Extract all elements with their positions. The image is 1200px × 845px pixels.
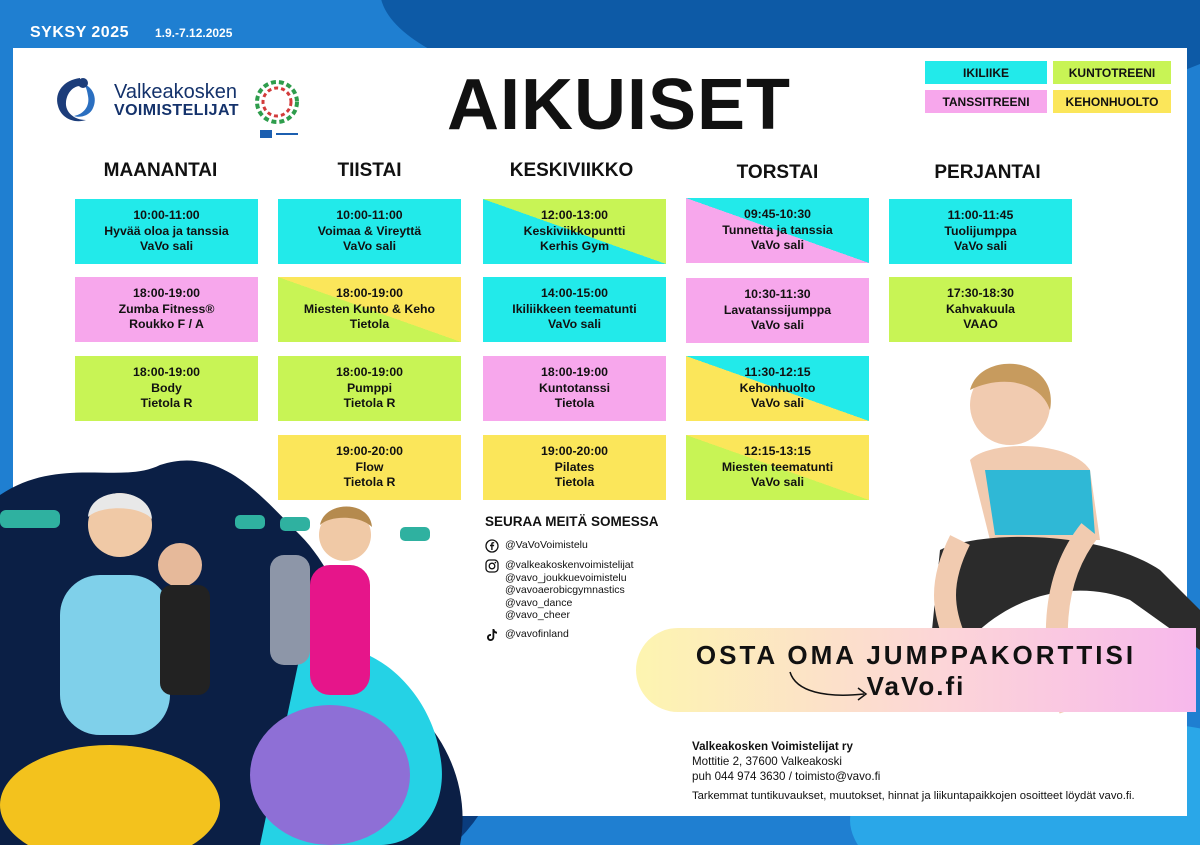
class-place: Tietola [349, 317, 390, 332]
class-place: VaVo sali [750, 318, 805, 333]
class-place: Tietola R [140, 396, 193, 411]
season-dates: 1.9.-7.12.2025 [155, 26, 233, 40]
class-name: Keskiviikkopuntti [523, 223, 626, 238]
class-name: Voimaa & Vireyttä [317, 223, 422, 238]
certification-seal-icon [252, 78, 302, 142]
class-name: Ikiliikkeen teematunti [512, 301, 637, 316]
class-card [278, 356, 461, 421]
class-name: Hyvää oloa ja tanssia [104, 223, 229, 238]
class-card [483, 356, 666, 421]
class-place: VaVo sali [547, 317, 602, 332]
instagram-handle[interactable]: @valkeakoskenvoimistelijat [505, 559, 634, 571]
class-name: Body [151, 380, 182, 395]
class-name: Miesten Kunto & Keho [303, 301, 436, 316]
contact-info [692, 739, 880, 784]
class-time: 19:00-20:00 [336, 444, 403, 459]
contact-address: Mottitie 2, 37600 Valkeakoski [692, 755, 842, 768]
social-facebook[interactable] [485, 539, 659, 553]
class-card [889, 277, 1072, 342]
legend-tanssitreeni: TANSSITREENI [925, 90, 1047, 113]
season-label: SYKSY 2025 [30, 24, 129, 41]
contact-org: Valkeakosken Voimistelijat ry [692, 740, 853, 753]
legend-ikiliike: IKILIIKE [925, 61, 1047, 84]
instagram-icon [485, 559, 499, 573]
class-place: Tietola R [343, 396, 396, 411]
class-card [889, 199, 1072, 264]
class-time: 10:00-11:00 [133, 208, 200, 223]
social-tiktok[interactable] [485, 628, 659, 642]
class-card [686, 198, 869, 263]
class-time: 18:00-19:00 [336, 286, 403, 301]
club-logo-mark-icon [50, 74, 104, 128]
class-time: 18:00-19:00 [336, 365, 403, 380]
class-time: 09:45-10:30 [744, 207, 811, 222]
facebook-handle[interactable]: @VaVoVoimistelu [505, 539, 588, 551]
class-time: 10:30-11:30 [744, 287, 811, 302]
class-name: Kahvakuula [945, 301, 1016, 316]
class-card [75, 277, 258, 342]
instagram-handle[interactable]: @vavoaerobicgymnastics [505, 584, 625, 597]
class-time: 18:00-19:00 [133, 365, 200, 380]
social-section [485, 514, 659, 648]
class-card [278, 277, 461, 342]
cta-headline: OSTA OMA JUMPPAKORTTISI [695, 640, 1137, 670]
class-card [483, 435, 666, 500]
class-time: 11:30-12:15 [744, 365, 811, 380]
class-place: VaVo sali [953, 239, 1008, 254]
class-place: VAAO [963, 317, 998, 332]
class-name: Lavatanssijumppa [723, 302, 832, 317]
class-name: Flow [355, 459, 384, 474]
class-name: Tunnetta ja tanssia [722, 222, 833, 237]
day-header-monday: MAANANTAI [103, 160, 218, 181]
exercise-photo-group [0, 455, 470, 845]
class-name: Pilates [554, 459, 595, 474]
contact-phone: puh 044 974 3630 / toimisto@vavo.fi [692, 770, 881, 783]
class-time: 18:00-19:00 [133, 286, 200, 301]
class-place: Tietola [554, 396, 595, 411]
instagram-handle[interactable]: @vavo_joukkuevoimistelu [505, 571, 627, 584]
class-card [278, 199, 461, 264]
class-card [686, 278, 869, 343]
tiktok-handle[interactable]: @vavofinland [505, 627, 569, 640]
class-place: VaVo sali [342, 239, 397, 254]
class-time: 17:30-18:30 [947, 286, 1014, 301]
class-card [686, 435, 869, 500]
class-time: 19:00-20:00 [541, 444, 608, 459]
tiktok-icon [485, 628, 499, 642]
legend-kehonhuolto: KEHONHUOLTO [1053, 90, 1171, 113]
class-place: Tietola [554, 475, 595, 490]
class-place: VaVo sali [750, 396, 805, 411]
class-place: VaVo sali [750, 238, 805, 253]
class-card [75, 199, 258, 264]
day-header-wednesday: KESKIVIIKKO [509, 160, 634, 181]
logo-line2: VOIMISTELIJAT [114, 102, 239, 120]
club-logo [50, 74, 239, 128]
day-header-thursday: TORSTAI [736, 162, 819, 183]
class-card [483, 199, 666, 264]
class-name: Kehonhuolto [739, 380, 816, 395]
cta-banner[interactable] [636, 628, 1196, 712]
class-time: 12:15-13:15 [744, 444, 811, 459]
class-place: VaVo sali [139, 239, 194, 254]
class-place: Roukko F / A [129, 317, 204, 332]
class-time: 12:00-13:00 [541, 208, 608, 223]
class-card [483, 277, 666, 342]
class-place: Kerhis Gym [539, 239, 610, 254]
legend-kuntotreeni: KUNTOTREENI [1053, 61, 1171, 84]
class-name: Pumppi [346, 380, 393, 395]
instagram-handle[interactable]: @vavo_dance [505, 596, 573, 609]
footer-note: Tarkemmat tuntikuvaukset, muutokset, hinnat ja liikuntapaikkojen osoitteet löydät vavo.fi. [692, 790, 1135, 802]
social-heading: SEURAA MEITÄ SOMESSA [485, 514, 659, 529]
arrow-icon [786, 668, 876, 704]
class-card [75, 356, 258, 421]
facebook-icon [485, 539, 499, 553]
day-header-tuesday: TIISTAI [337, 160, 402, 181]
class-name: Kuntotanssi [538, 380, 611, 395]
instagram-handle[interactable]: @vavo_cheer [505, 609, 570, 622]
class-time: 14:00-15:00 [541, 286, 608, 301]
class-time: 18:00-19:00 [541, 365, 608, 380]
class-time: 11:00-11:45 [947, 208, 1014, 223]
day-header-friday: PERJANTAI [934, 162, 1041, 183]
legend [925, 61, 1171, 113]
social-instagram [485, 559, 659, 622]
class-time: 10:00-11:00 [336, 208, 403, 223]
logo-line1: Valkeakosken [114, 81, 238, 104]
class-name: Miesten teematunti [721, 459, 834, 474]
class-name: Zumba Fitness® [118, 301, 215, 316]
class-place: VaVo sali [750, 475, 805, 490]
class-name: Tuolijumppa [944, 223, 1017, 238]
class-card [686, 356, 869, 421]
cta-link[interactable]: VaVo.fi [866, 671, 966, 701]
season-strip [30, 24, 232, 42]
class-place: Tietola R [343, 475, 396, 490]
page-title: AIKUISET [447, 65, 792, 145]
